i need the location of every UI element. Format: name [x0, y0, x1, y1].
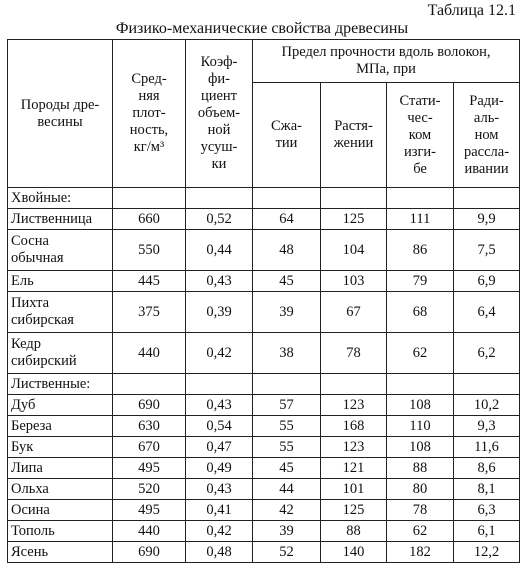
empty-cell [253, 188, 321, 209]
table-row [8, 333, 520, 374]
text-line: Ель [11, 272, 34, 289]
header-shrinkage [186, 40, 253, 188]
cell-compression: 48 [253, 230, 321, 271]
header-bending [387, 83, 454, 188]
empty-cell [321, 374, 387, 395]
cell-shrinkage: 0,42 [186, 333, 253, 374]
empty-cell [454, 374, 520, 395]
cell-bending: 79 [387, 271, 454, 292]
cell-bending: 108 [387, 437, 454, 458]
text-line: чес- [407, 109, 433, 126]
text-line: Липа [11, 459, 43, 476]
cell-splitting: 6,3 [454, 500, 520, 521]
cell-tension: 78 [321, 333, 387, 374]
cell-compression: 45 [253, 271, 321, 292]
text-line: кг/м³ [133, 139, 165, 155]
cell-bending: 62 [387, 521, 454, 542]
cell-density: 660 [113, 209, 186, 230]
cell-bending: 86 [387, 230, 454, 271]
text-line: циент [200, 88, 238, 104]
text-line: тии [275, 135, 298, 151]
cell-compression: 45 [253, 458, 321, 479]
table-title: Физико-механические свойства древесины [115, 20, 409, 37]
cell-bending: 68 [387, 292, 454, 333]
empty-cell [186, 374, 253, 395]
text-line: ной [207, 122, 231, 138]
empty-cell [387, 188, 454, 209]
species-name [8, 230, 113, 271]
cell-bending: 80 [387, 479, 454, 500]
header-splitting [454, 83, 520, 188]
text-line: Предел прочности вдоль волокон, [281, 44, 491, 60]
text-line: Тополь [11, 522, 55, 539]
section-row [8, 188, 520, 209]
species-name [8, 437, 113, 458]
text-line: Кедр [11, 336, 41, 352]
table-row [8, 542, 520, 563]
cell-splitting: 8,1 [454, 479, 520, 500]
text-line: бе [413, 160, 427, 177]
table-row [8, 437, 520, 458]
table-row [8, 271, 520, 292]
cell-shrinkage: 0,54 [186, 416, 253, 437]
cell-bending: 108 [387, 395, 454, 416]
text-line: МПа, при [356, 61, 416, 77]
text-line: Дуб [11, 396, 36, 413]
species-name [8, 542, 113, 563]
text-line: Бук [11, 438, 34, 455]
text-line: Сжа- [271, 118, 302, 134]
cell-shrinkage: 0,52 [186, 209, 253, 230]
text-line: сибирский [11, 353, 77, 369]
text-line: ном [474, 126, 499, 143]
table-number: Таблица 12.1 [427, 2, 516, 19]
table-row [8, 395, 520, 416]
cell-density: 440 [113, 521, 186, 542]
cell-tension: 123 [321, 437, 387, 458]
cell-shrinkage: 0,43 [186, 271, 253, 292]
cell-density: 495 [113, 458, 186, 479]
cell-splitting: 10,2 [454, 395, 520, 416]
text-line: ки [211, 156, 227, 172]
cell-shrinkage: 0,41 [186, 500, 253, 521]
cell-compression: 44 [253, 479, 321, 500]
header-strength-group [253, 40, 520, 83]
header-tension [321, 83, 387, 188]
cell-splitting: 6,2 [454, 333, 520, 374]
cell-shrinkage: 0,43 [186, 479, 253, 500]
table-row [8, 458, 520, 479]
text-line: Породы дре- [20, 96, 100, 113]
text-line: Лиственница [11, 210, 93, 227]
cell-tension: 123 [321, 395, 387, 416]
text-line: Береза [11, 417, 52, 434]
cell-bending: 78 [387, 500, 454, 521]
cell-tension: 103 [321, 271, 387, 292]
text-line: аль- [473, 109, 500, 126]
header-species [8, 40, 113, 188]
cell-shrinkage: 0,42 [186, 521, 253, 542]
species-name [8, 333, 113, 374]
text-line: Ясень [11, 543, 49, 560]
text-line: Коэф- [200, 54, 238, 70]
species-name [8, 500, 113, 521]
cell-splitting: 11,6 [454, 437, 520, 458]
cell-shrinkage: 0,48 [186, 542, 253, 563]
species-name [8, 479, 113, 500]
text-line: усуш- [200, 139, 238, 155]
species-name [8, 416, 113, 437]
cell-shrinkage: 0,47 [186, 437, 253, 458]
table-row [8, 209, 520, 230]
text-line: ком [408, 126, 432, 143]
text-line: ность, [129, 122, 169, 138]
cell-density: 690 [113, 542, 186, 563]
text-line: Ради- [469, 92, 504, 109]
species-name [8, 521, 113, 542]
table-row [8, 500, 520, 521]
cell-tension: 125 [321, 500, 387, 521]
text-line: Ольха [11, 480, 49, 497]
text-line: сибирская [11, 312, 74, 328]
empty-cell [387, 374, 454, 395]
header-compression [253, 83, 321, 188]
cell-compression: 55 [253, 416, 321, 437]
table-body [8, 188, 520, 563]
text-line: объем- [197, 105, 241, 121]
text-line: плот- [132, 105, 166, 121]
text-line: фи- [208, 71, 230, 87]
species-name [8, 395, 113, 416]
cell-compression: 52 [253, 542, 321, 563]
wood-properties-table [7, 39, 520, 563]
text-line: изги- [403, 143, 437, 160]
cell-density: 440 [113, 333, 186, 374]
cell-tension: 88 [321, 521, 387, 542]
cell-tension: 101 [321, 479, 387, 500]
cell-density: 550 [113, 230, 186, 271]
empty-cell [113, 188, 186, 209]
empty-cell [253, 374, 321, 395]
cell-shrinkage: 0,43 [186, 395, 253, 416]
cell-density: 630 [113, 416, 186, 437]
cell-tension: 104 [321, 230, 387, 271]
cell-tension: 121 [321, 458, 387, 479]
species-name [8, 458, 113, 479]
empty-cell [321, 188, 387, 209]
table-row [8, 416, 520, 437]
cell-splitting: 12,2 [454, 542, 520, 563]
cell-tension: 125 [321, 209, 387, 230]
cell-density: 495 [113, 500, 186, 521]
section-label: Лиственные: [8, 374, 113, 395]
cell-compression: 39 [253, 292, 321, 333]
text-line: ивании [464, 160, 509, 177]
cell-density: 520 [113, 479, 186, 500]
cell-splitting: 9,3 [454, 416, 520, 437]
cell-splitting: 6,1 [454, 521, 520, 542]
cell-bending: 182 [387, 542, 454, 563]
text-line: Осина [11, 501, 50, 518]
empty-cell [113, 374, 186, 395]
cell-compression: 42 [253, 500, 321, 521]
species-name [8, 271, 113, 292]
empty-cell [186, 188, 253, 209]
species-name [8, 292, 113, 333]
cell-bending: 110 [387, 416, 454, 437]
cell-shrinkage: 0,44 [186, 230, 253, 271]
cell-compression: 55 [253, 437, 321, 458]
cell-splitting: 6,9 [454, 271, 520, 292]
cell-density: 445 [113, 271, 186, 292]
cell-tension: 67 [321, 292, 387, 333]
text-line: Сред- [131, 71, 167, 87]
text-line: Пихта [11, 295, 50, 311]
cell-splitting: 9,9 [454, 209, 520, 230]
text-line: рассла- [463, 143, 510, 160]
table-row [8, 479, 520, 500]
cell-shrinkage: 0,49 [186, 458, 253, 479]
table-row [8, 292, 520, 333]
cell-splitting: 7,5 [454, 230, 520, 271]
cell-splitting: 6,4 [454, 292, 520, 333]
text-line: Растя- [334, 118, 373, 134]
text-line: Стати- [399, 92, 441, 109]
cell-shrinkage: 0,39 [186, 292, 253, 333]
section-row [8, 374, 520, 395]
table-row [8, 521, 520, 542]
cell-bending: 88 [387, 458, 454, 479]
text-line: жении [333, 135, 374, 151]
cell-compression: 39 [253, 521, 321, 542]
empty-cell [454, 188, 520, 209]
table-row [8, 230, 520, 271]
text-line: няя [138, 88, 160, 104]
cell-density: 690 [113, 395, 186, 416]
cell-compression: 38 [253, 333, 321, 374]
text-line: весины [37, 113, 83, 130]
section-label: Хвойные: [8, 188, 113, 209]
cell-tension: 140 [321, 542, 387, 563]
cell-tension: 168 [321, 416, 387, 437]
cell-splitting: 8,6 [454, 458, 520, 479]
cell-bending: 62 [387, 333, 454, 374]
cell-compression: 57 [253, 395, 321, 416]
header-density [113, 40, 186, 188]
cell-compression: 64 [253, 209, 321, 230]
text-line: обычная [11, 250, 64, 266]
text-line: Сосна [11, 233, 49, 249]
cell-bending: 111 [387, 209, 454, 230]
species-name [8, 209, 113, 230]
cell-density: 670 [113, 437, 186, 458]
cell-density: 375 [113, 292, 186, 333]
